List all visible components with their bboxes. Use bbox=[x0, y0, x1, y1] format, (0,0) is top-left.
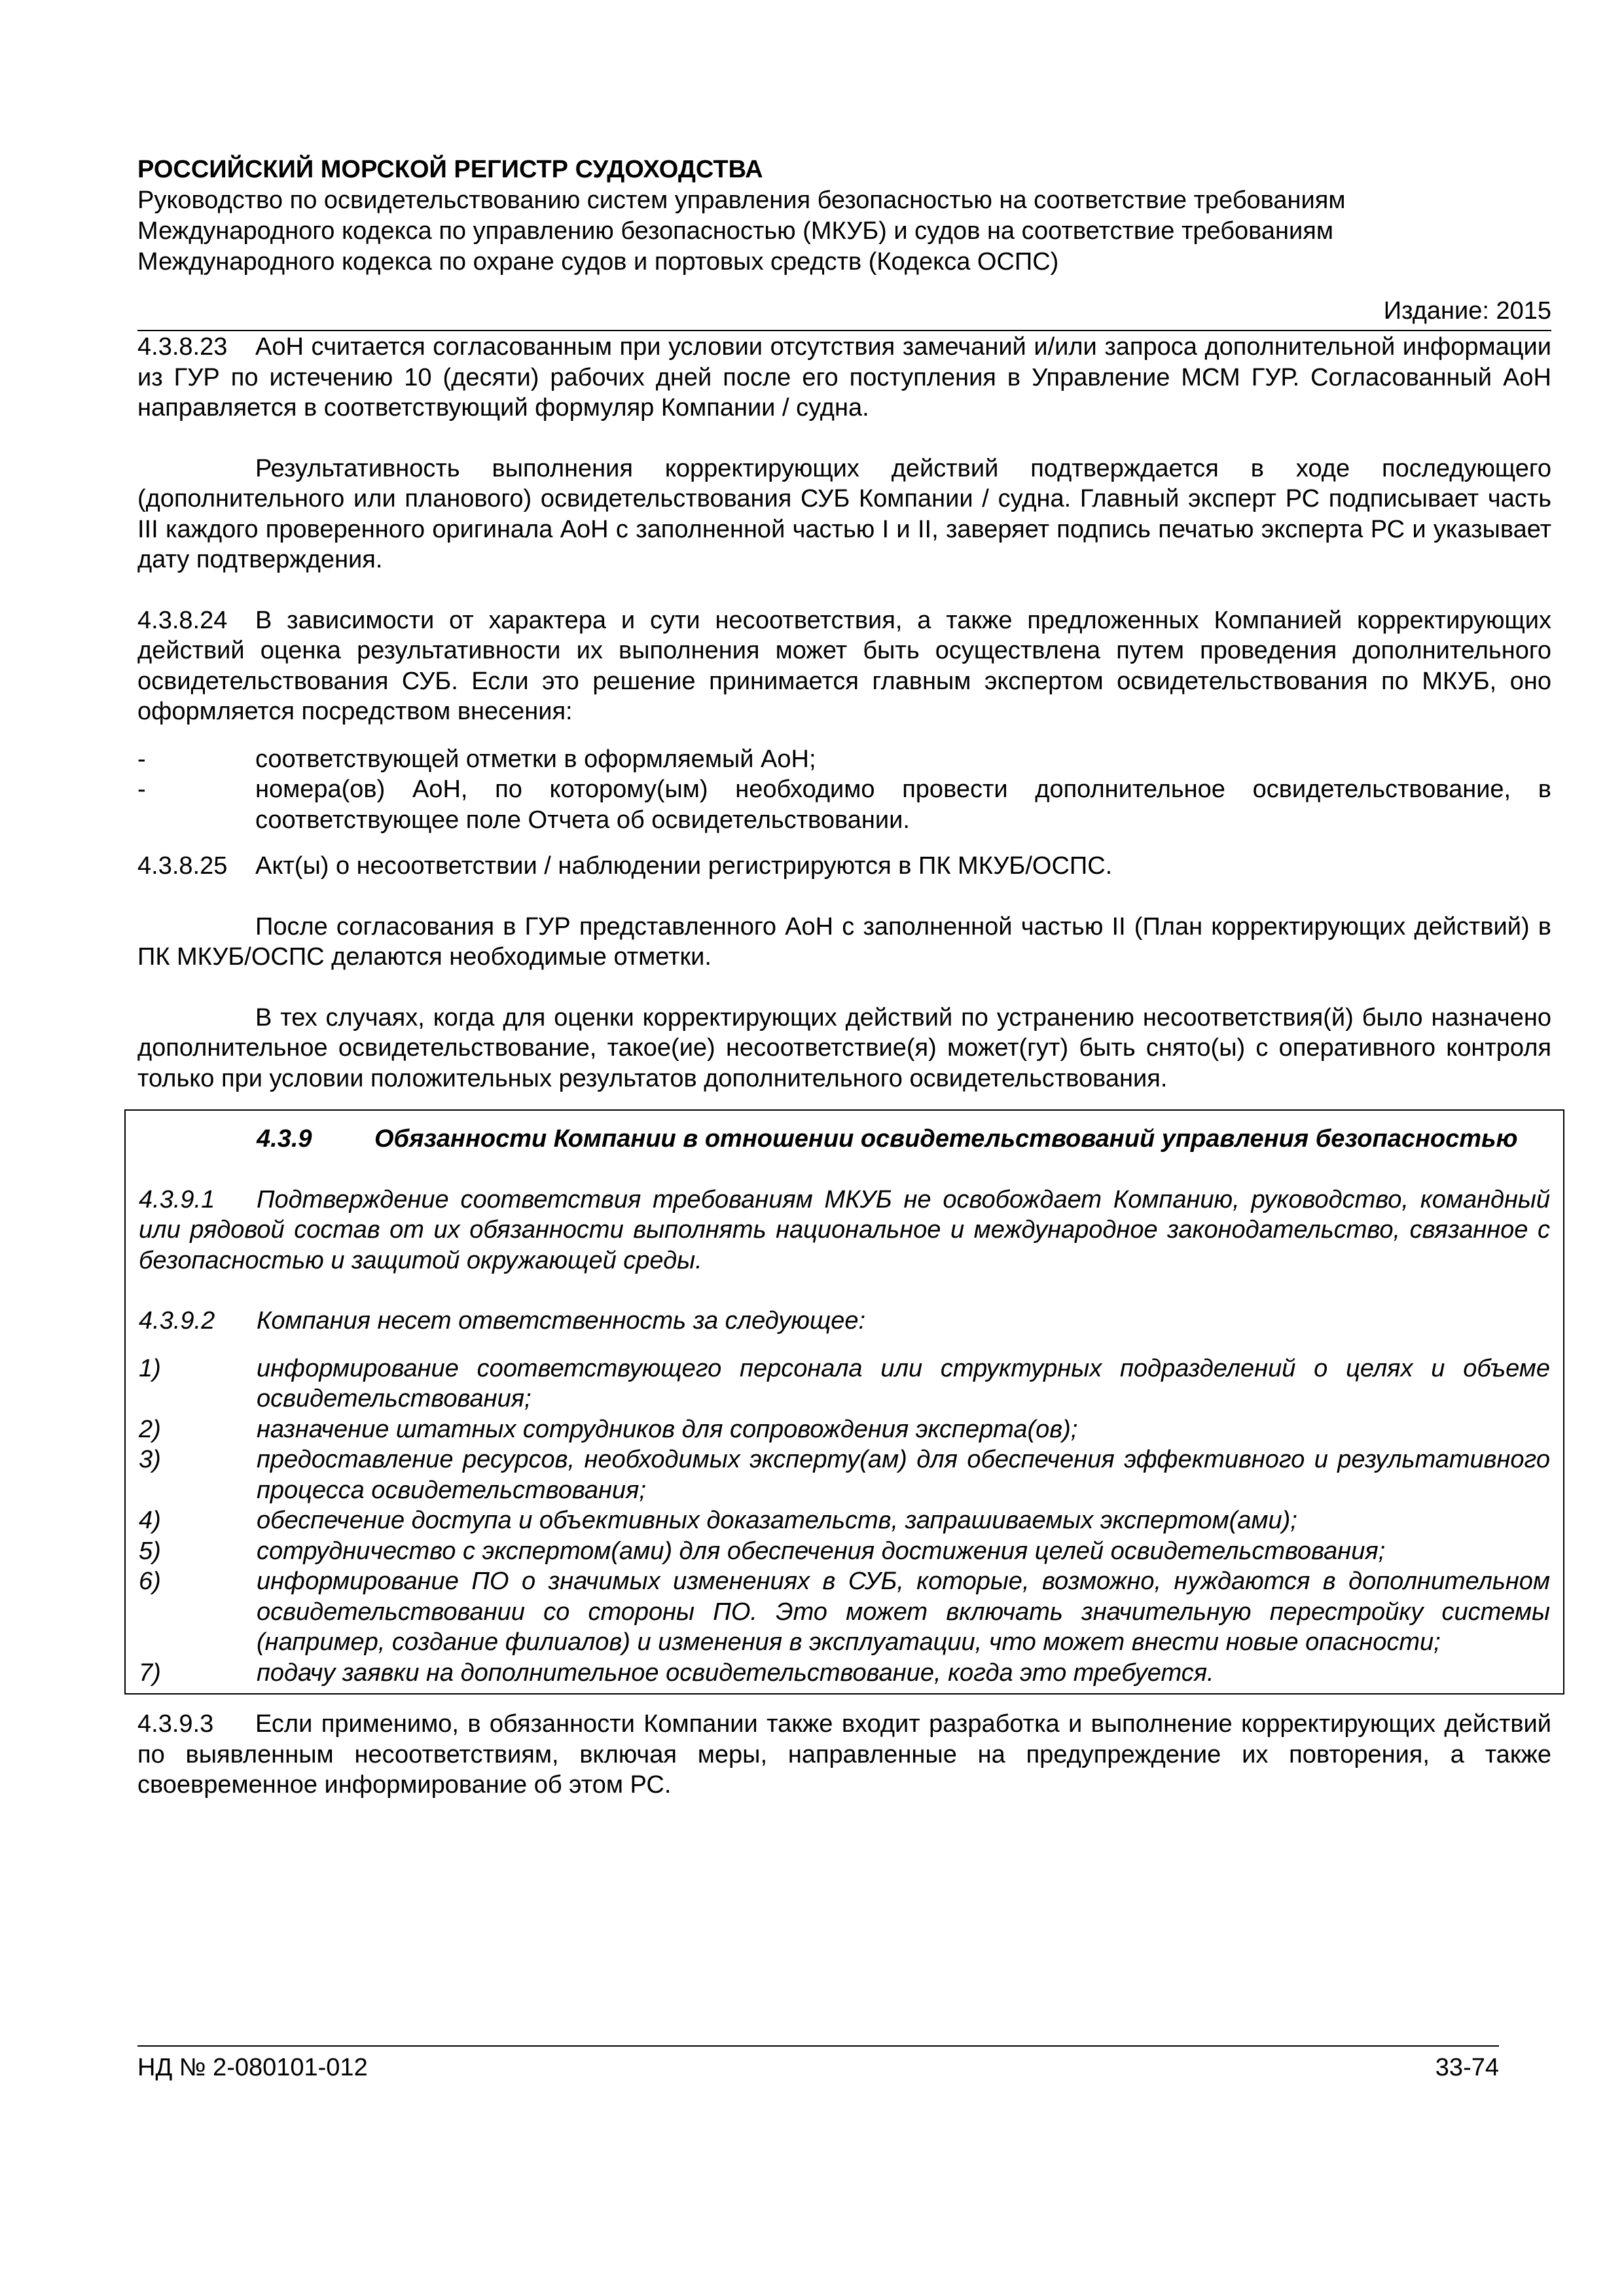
list-number: 7) bbox=[139, 1659, 161, 1687]
paragraph-4-3-9-1 bbox=[139, 1185, 1550, 1276]
footer-divider bbox=[137, 2045, 1499, 2047]
responsibility-list bbox=[139, 1354, 1550, 1689]
boxed-section-4-3-9 bbox=[124, 1109, 1564, 1695]
page-number: 33-74 bbox=[1435, 2054, 1499, 2081]
clause-text: В зависимости от характера и сути несоответствия, а также предложенных Компанией корректирующих действий оценка результативности их выполнения может быть осуществлена путем проведения дополнительного освидетельствования СУБ. Если это решение принимается главным экспертом освидетельствования по МКУБ, оно оформляется посредством внесения: bbox=[137, 606, 1551, 725]
list-item bbox=[139, 1444, 1550, 1505]
organization-name: РОССИЙСКИЙ МОРСКОЙ РЕГИСТР СУДОХОДСТВА bbox=[137, 156, 763, 183]
list-item bbox=[139, 1414, 1550, 1445]
list-number: 3) bbox=[139, 1446, 161, 1473]
list-number: 5) bbox=[139, 1537, 161, 1565]
document-subtitle-line-3: Международного кодекса по охране судов и портовых средств (Кодекса ОСПС) bbox=[137, 248, 1059, 276]
edition-label: Издание: 2015 bbox=[1383, 297, 1551, 325]
list-item bbox=[139, 1658, 1550, 1689]
list-number: 1) bbox=[139, 1354, 161, 1382]
section-title: Обязанности Компании в отношении освидетельствований управления безопасностью bbox=[374, 1125, 1518, 1153]
document-subtitle-line-2: Международного кодекса по управлению безопасностью (МКУБ) и судов на соответствие требованиям bbox=[137, 217, 1333, 245]
paragraph-4-3-8-23 bbox=[137, 332, 1551, 423]
section-number: 4.3.9 bbox=[257, 1125, 312, 1153]
list-item bbox=[137, 744, 1551, 775]
paragraph-after-agreement: После согласования в ГУР представленного АоН с заполненной частью II (План корректирующих действий) в ПК МКУБ/ОСПС делаются необходимые отметки. bbox=[137, 912, 1551, 971]
list-item-text: подачу заявки на дополнительное освидетельствование, когда это требуется. bbox=[257, 1659, 1214, 1687]
list-item bbox=[139, 1505, 1550, 1536]
clause-text: АоН считается согласованным при условии отсутствия замечаний и/или запроса дополнительной информации из ГУР по истечению 10 (десяти) рабочих дней после его поступления в Управление МСМ ГУР. Согласованный АоН направляется в соответствующий формуляр Компании / судна. bbox=[137, 333, 1551, 422]
list-item bbox=[137, 774, 1551, 835]
document-number: НД № 2-080101-012 bbox=[137, 2054, 368, 2081]
dash-list bbox=[137, 744, 1551, 836]
list-item-text: информирование ПО о значимых изменениях в СУБ, которые, возможно, нуждаются в дополнительном освидетельствовании со стороны ПО. Это может включать значительную перестройку системы (например, создание филиалов) и изменения в эксплуатации, что может внести новые опасности; bbox=[257, 1568, 1550, 1656]
paragraph-4-3-8-24 bbox=[137, 605, 1551, 727]
list-number: 4) bbox=[139, 1507, 161, 1534]
header-divider bbox=[137, 330, 1551, 331]
list-item-text: номера(ов) АоН, по которому(ым) необходимо провести дополнительное освидетельствование, в соответствующее поле Отчета об освидетельствовании. bbox=[255, 776, 1551, 834]
clause-text: Акт(ы) о несоответствии / наблюдении регистрируются в ПК МКУБ/ОСПС. bbox=[255, 852, 1113, 880]
list-item bbox=[139, 1566, 1550, 1658]
list-number: 2) bbox=[139, 1415, 161, 1443]
paragraph-4-3-9-3 bbox=[137, 1709, 1551, 1801]
list-item bbox=[139, 1536, 1550, 1567]
list-item-text: сотрудничество с экспертом(ами) для обеспечения достижения целей освидетельствования; bbox=[257, 1537, 1386, 1565]
clause-number: 4.3.8.25 bbox=[137, 852, 228, 880]
section-heading bbox=[139, 1124, 1550, 1155]
list-item-text: информирование соответствующего персонала или структурных подразделений о целях и объеме освидетельствования; bbox=[257, 1354, 1550, 1412]
clause-number: 4.3.8.23 bbox=[137, 333, 228, 361]
paragraph-additional-survey: В тех случаях, когда для оценки корректирующих действий по устранению несоответствия(й) было назначено дополнительное освидетельствование, такое(ие) несоответствие(я) может(гут) быть снято(ы) с оперативного контроля только при условии положительных результатов дополнительного освидетельствования. bbox=[137, 1003, 1551, 1092]
clause-number: 4.3.9.1 bbox=[139, 1185, 215, 1213]
list-bullet: - bbox=[137, 776, 146, 803]
paragraph-4-3-9-2 bbox=[139, 1306, 1550, 1336]
main-content bbox=[137, 332, 1551, 1831]
paragraph-4-3-8-25 bbox=[137, 851, 1551, 882]
list-number: 6) bbox=[139, 1568, 161, 1595]
clause-number: 4.3.8.24 bbox=[137, 606, 228, 634]
document-subtitle-line-1: Руководство по освидетельствованию систем управления безопасностью на соответствие требованиям bbox=[137, 187, 1346, 214]
paragraph-effectiveness: Результативность выполнения корректирующих действий подтверждается в ходе последующего (дополнительного или планового) освидетельствования СУБ Компании / судна. Главный эксперт РС подписывает часть III каждого проверенного оригинала АоН с заполненной частью I и II, заверяет подпись печатью эксперта РС и указывает дату подтверждения. bbox=[137, 454, 1551, 573]
list-bullet: - bbox=[137, 745, 146, 773]
clause-text: Подтверждение соответствия требованиям МКУБ не освобождает Компанию, руководство, командный или рядовой состав от их обязанности выполнять национальное и международное законодательство, связанное с безопасностью и защитой окружающей среды. bbox=[139, 1185, 1550, 1274]
clause-text: Компания несет ответственность за следующее: bbox=[257, 1307, 866, 1335]
clause-number: 4.3.9.3 bbox=[137, 1710, 214, 1738]
clause-number: 4.3.9.2 bbox=[139, 1307, 215, 1335]
list-item-text: обеспечение доступа и объективных доказательств, запрашиваемых экспертом(ами); bbox=[257, 1507, 1297, 1534]
list-item-text: соответствующей отметки в оформляемый АоН; bbox=[255, 745, 816, 773]
list-item-text: предоставление ресурсов, необходимых эксперту(ам) для обеспечения эффективного и результативного процесса освидетельствования; bbox=[257, 1446, 1550, 1504]
page-header bbox=[137, 154, 1551, 278]
list-item-text: назначение штатных сотрудников для сопровождения эксперта(ов); bbox=[257, 1415, 1078, 1443]
clause-text: Если применимо, в обязанности Компании также входит разработка и выполнение корректирующих действий по выявленным несоответствиям, включая меры, направленные на предупреждение их повторения, а также своевременное информирование об этом РС. bbox=[137, 1710, 1551, 1799]
list-item bbox=[139, 1354, 1550, 1414]
